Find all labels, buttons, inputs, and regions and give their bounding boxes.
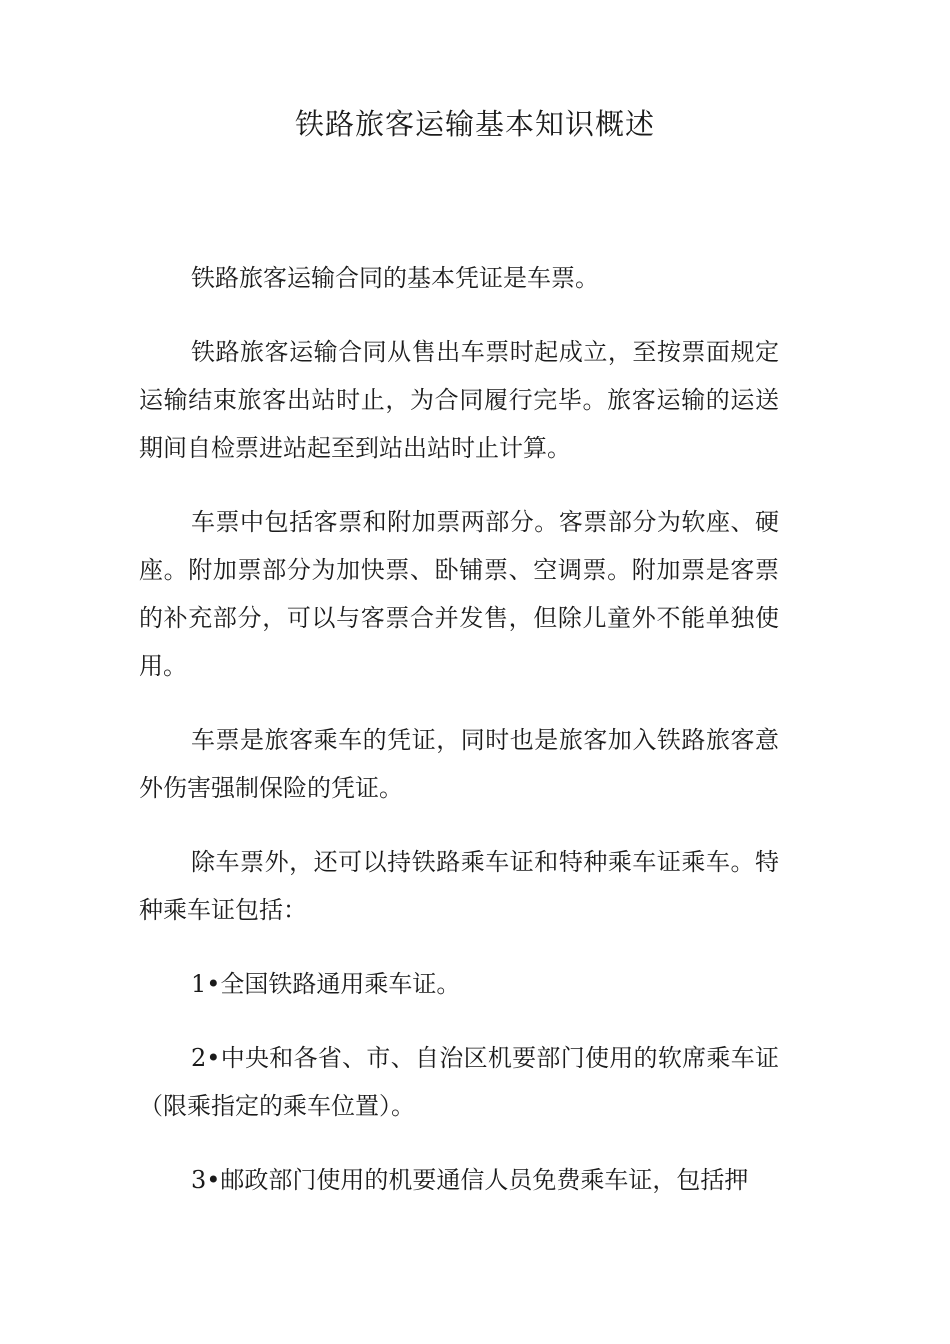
paragraph-2: 铁路旅客运输合同从售出车票时起成立，至按票面规定运输结束旅客出站时止，为合同履行完毕。旅客运输的运送期间自检票进站起至到站出站时止计算。: [139, 338, 779, 462]
document-title: 铁路旅客运输基本知识概述: [294, 107, 655, 141]
list-item-1: 1•全国铁路通用乘车证。: [191, 970, 461, 998]
paragraph-5: 除车票外，还可以持铁路乘车证和特种乘车证乘车。特种乘车证包括：: [139, 848, 779, 924]
document-body: [139, 254, 779, 1230]
list-item-3: 3•邮政部门使用的机要通信人员免费乘车证，包括押: [191, 1166, 749, 1194]
paragraph-4: 车票是旅客乘车的凭证，同时也是旅客加入铁路旅客意外伤害强制保险的凭证。: [139, 726, 779, 802]
list-item-2: 2•中央和各省、市、自治区机要部门使用的软席乘车证（限乘指定的乘车位置）。: [139, 1044, 779, 1120]
paragraph-1: 铁路旅客运输合同的基本凭证是车票。: [191, 264, 599, 292]
paragraph-3: 车票中包括客票和附加票两部分。客票部分为软座、硬座。附加票部分为加快票、卧铺票、空调票。附加票是客票的补充部分，可以与客票合并发售，但除儿童外不能单独使用。: [139, 508, 779, 680]
